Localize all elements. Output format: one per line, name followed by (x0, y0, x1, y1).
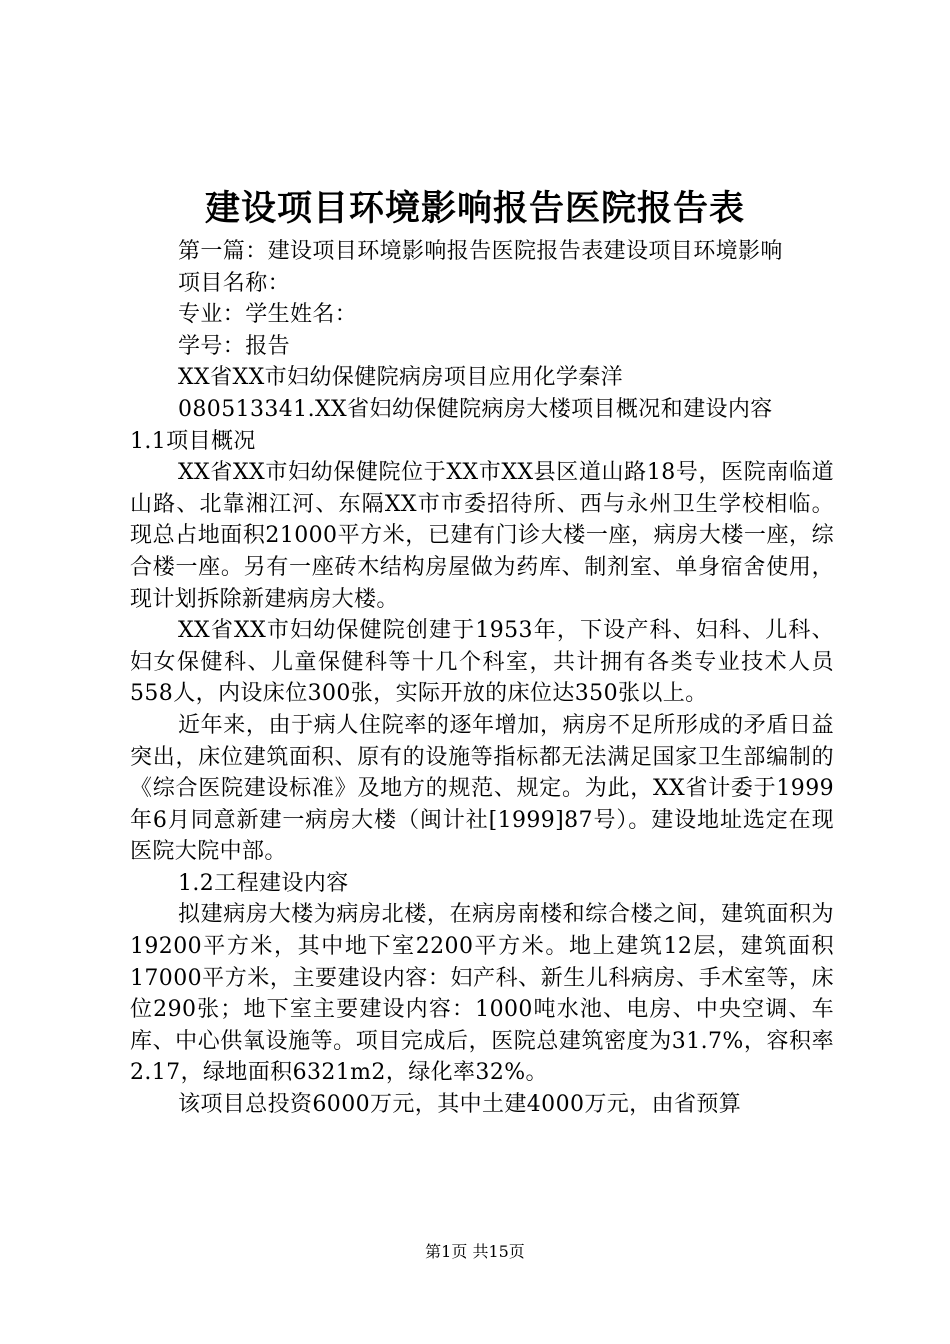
paragraph-history: XX省XX市妇幼保健院创建于1953年，下设产科、妇科、儿科、妇女保健科、儿童保健科等十几个科室，共计拥有各类专业技术人员558人，内设床位300张，实际开放的床位达350张以上。 (130, 618, 834, 707)
paragraph-background: 近年来，由于病人住院率的逐年增加，病房不足所形成的矛盾日益突出，床位建筑面积、原有的设施等指标都无法满足国家卫生部编制的《综合医院建设标准》及地方的规范、规定。为此，XX省计委于1999年6月同意新建一病房大楼（闽计社[1999]87号）。建设地址选定在现医院大院中部。 (130, 712, 834, 865)
document-title: 建设项目环境影响报告医院报告表 (204, 189, 745, 229)
paragraph-investment: 该项目总投资6000万元，其中土建4000万元，由省预算 (178, 1092, 742, 1118)
paragraph-project-title: XX省XX市妇幼保健院病房项目应用化学秦洋 (178, 365, 624, 391)
paragraph-project-name: 项目名称： (178, 270, 291, 296)
document-body (130, 236, 834, 1121)
paragraph-construction: 拟建病房大楼为病房北楼，在病房南楼和综合楼之间，建筑面积为19200平方米，其中地下室2200平方米。地上建筑12层，建筑面积17000平方米，主要建设内容：妇产科、新生儿科病房、手术室等，床位290张；地下室主要建设内容：1000吨水池、电房、中央空调、车库、中心供氧设施等。项目完成后，医院总建筑密度为31.7%，容积率2.17，绿地面积6321m2，绿化率32%。 (130, 902, 834, 1086)
page-footer: 第1页 共15页 (425, 1242, 525, 1261)
paragraph-overview-heading: 080513341.XX省妇幼保健院病房大楼项目概况和建设内容 (178, 396, 773, 422)
paragraph-location: XX省XX市妇幼保健院位于XX市XX县区道山路18号，医院南临道山路、北靠湘江河、东隔XX市市委招待所、西与永州卫生学校相临。现总占地面积21000平方米，已建有门诊大楼一座，病房大楼一座，综合楼一座。另有一座砖木结构房屋做为药库、制剂室、单身宿舍使用，现计划拆除新建病房大楼。 (130, 460, 834, 612)
section-heading-1-1: 1.1项目概况 (130, 428, 256, 454)
section-heading-1-2: 1.2工程建设内容 (178, 870, 349, 896)
paragraph-major: 专业：学生姓名： (178, 302, 358, 328)
paragraph-student-id: 学号：报告 (178, 333, 291, 359)
paragraph-intro: 第一篇：建设项目环境影响报告医院报告表建设项目环境影响 (178, 239, 783, 264)
